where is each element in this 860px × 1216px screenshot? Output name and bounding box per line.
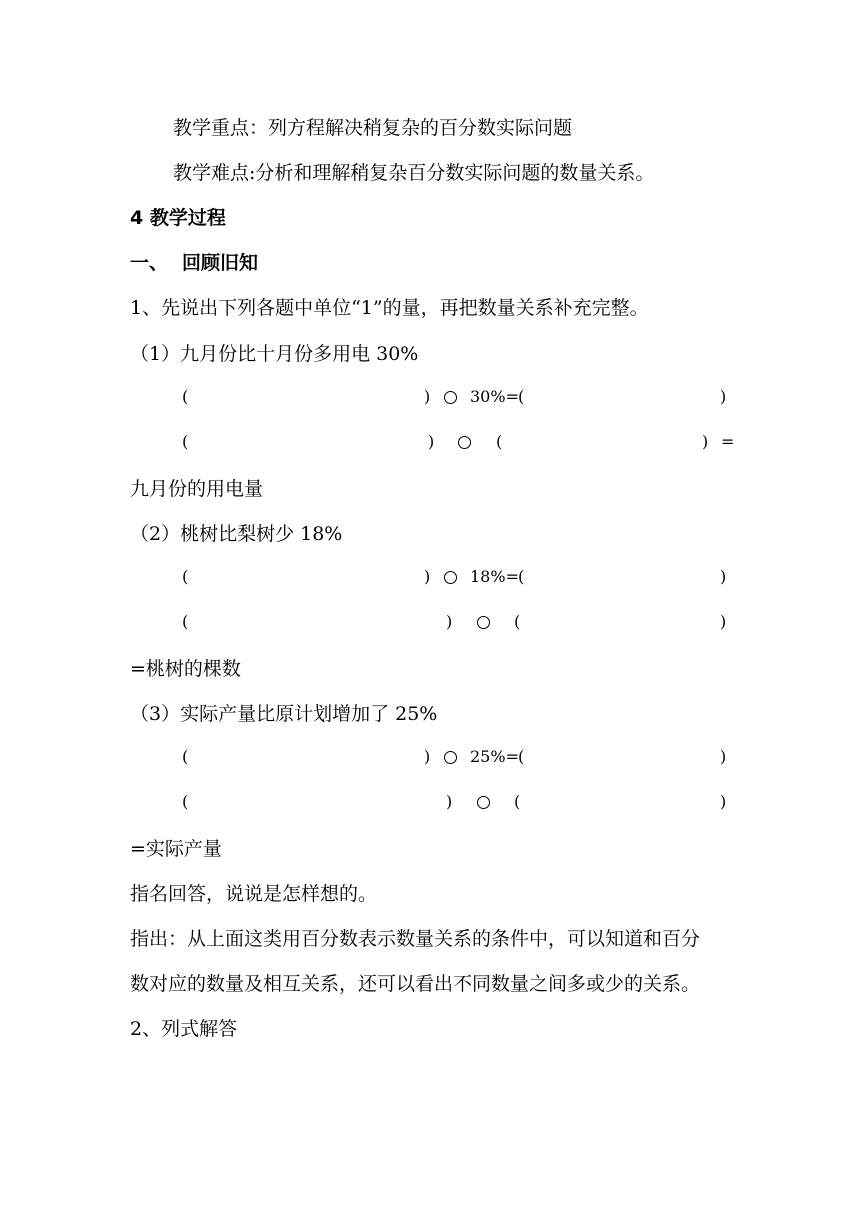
operator-circle-icon xyxy=(458,436,471,449)
question-1-intro: 1、先说出下列各题中单位“1”的量，再把数量关系补充完整。 xyxy=(130,297,649,319)
item-1-label: （1）九月份比十月份多用电 30% xyxy=(130,343,419,365)
item-1-paren-open: ( xyxy=(182,387,189,406)
item-1-row2-paren-open: ( xyxy=(182,432,189,451)
item-3-paren-open: ( xyxy=(182,747,189,766)
item-1-paren-close-2: ) xyxy=(720,387,727,406)
item-2-percent: 18%= xyxy=(470,567,519,586)
item-2-paren-close-2: ) xyxy=(720,567,727,586)
item-2-paren-close: ) xyxy=(424,567,431,586)
item-1-percent: 30%= xyxy=(470,387,519,406)
difficult-point: 教学难点:分析和理解稍复杂百分数实际问题的数量关系。 xyxy=(173,162,655,184)
item-1-row2-paren-close-2: ) xyxy=(702,432,709,451)
item-1-row2-paren-close: ) xyxy=(428,432,435,451)
part-one-number: 一、 xyxy=(130,252,169,274)
item-1-row2-paren-open-2: ( xyxy=(496,432,503,451)
item-1-paren-open-2: ( xyxy=(518,387,525,406)
item-3-wrap: =实际产量 xyxy=(130,838,222,860)
operator-circle-icon xyxy=(444,571,457,584)
point-out-line-1: 指出：从上面这类用百分数表示数量关系的条件中，可以知道和百分 xyxy=(130,928,701,950)
answer-note: 指名回答，说说是怎样想的。 xyxy=(130,883,378,905)
section-title: 4 教学过程 xyxy=(130,207,226,229)
question-2: 2、列式解答 xyxy=(130,1018,238,1040)
item-2-wrap: =桃树的棵数 xyxy=(130,658,241,680)
item-1-wrap: 九月份的用电量 xyxy=(130,478,264,500)
item-2-row2-paren-close: ) xyxy=(446,612,453,631)
item-2-label: （2）桃树比梨树少 18% xyxy=(130,523,343,545)
item-3-row2-paren-close-2: ) xyxy=(720,792,727,811)
operator-circle-icon xyxy=(444,391,457,404)
item-1-row2-tail: = xyxy=(721,432,735,451)
item-2-row2-paren-close-2: ) xyxy=(720,612,727,631)
key-point: 教学重点：列方程解决稍复杂的百分数实际问题 xyxy=(173,117,573,139)
point-out-line-2: 数对应的数量及相互关系，还可以看出不同数量之间多或少的关系。 xyxy=(130,973,701,995)
item-3-paren-close-2: ) xyxy=(720,747,727,766)
operator-circle-icon xyxy=(444,751,457,764)
operator-circle-icon xyxy=(477,616,490,629)
item-3-percent: 25%= xyxy=(470,747,519,766)
item-3-paren-close: ) xyxy=(424,747,431,766)
item-2-paren-open: ( xyxy=(182,567,189,586)
item-3-label: （3）实际产量比原计划增加了 25% xyxy=(130,703,438,725)
item-3-row2-paren-open: ( xyxy=(182,792,189,811)
item-3-row2-paren-open-2: ( xyxy=(514,792,521,811)
item-3-paren-open-2: ( xyxy=(518,747,525,766)
part-one-title: 回顾旧知 xyxy=(182,252,259,274)
item-2-row2-paren-open-2: ( xyxy=(514,612,521,631)
operator-circle-icon xyxy=(477,796,490,809)
item-3-row2-paren-close: ) xyxy=(446,792,453,811)
item-1-paren-close: ) xyxy=(424,387,431,406)
item-2-paren-open-2: ( xyxy=(518,567,525,586)
item-2-row2-paren-open: ( xyxy=(182,612,189,631)
